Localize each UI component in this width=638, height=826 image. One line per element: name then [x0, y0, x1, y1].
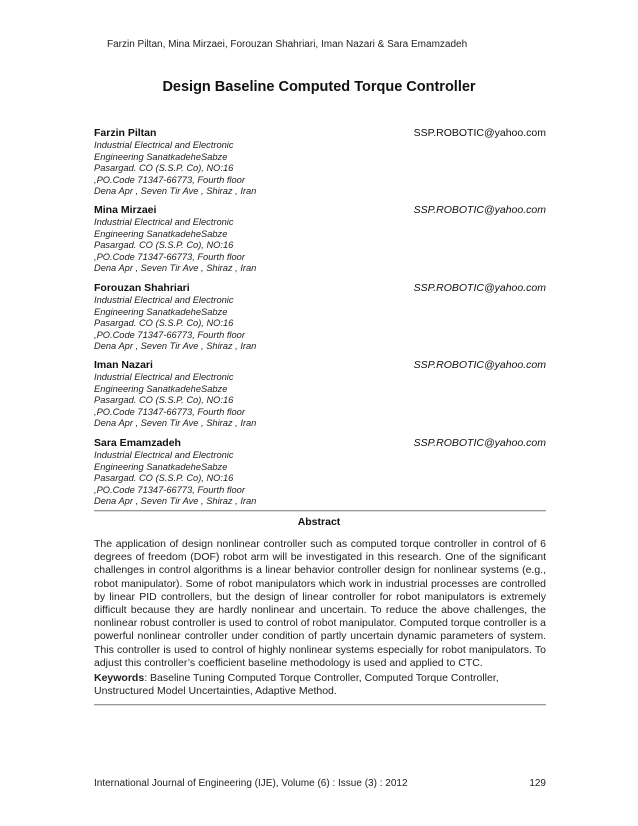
keywords-text: : Baseline Tuning Computed Torque Controller, Computed Torque Controller, Unstructured Model Uncertainties, Adaptive Method.: [94, 672, 499, 698]
author-affiliation-line: ,PO.Code 71347-66773, Fourth floor: [94, 329, 245, 340]
page-footer: [94, 778, 546, 789]
author-affiliation-line: Engineering SanatkadeheSabze: [94, 151, 228, 162]
author-affiliation-line: Pasargad. CO (S.S.P. Co), NO:16: [94, 318, 234, 329]
author-name: Farzin Piltan: [94, 127, 157, 139]
author-affiliation-line: Dena Apr , Seven Tir Ave , Shiraz , Iran: [94, 496, 257, 507]
running-head: Farzin Piltan, Mina Mirzaei, Forouzan Shahriari, Iman Nazari & Sara Emamzadeh: [107, 39, 468, 50]
author-affiliation-line: Pasargad. CO (S.S.P. Co), NO:16: [94, 163, 234, 174]
author-affiliation-line: Engineering SanatkadeheSabze: [94, 228, 228, 239]
author-affiliation-line: Industrial Electrical and Electronic: [94, 295, 234, 305]
author-affiliation-line: Pasargad. CO (S.S.P. Co), NO:16: [94, 240, 234, 251]
author-affiliation-line: Industrial Electrical and Electronic: [94, 450, 234, 460]
author-affiliation-line: Engineering SanatkadeheSabze: [94, 461, 228, 472]
author-affiliation-line: ,PO.Code 71347-66773, Fourth floor: [94, 174, 245, 185]
author-affiliation-line: Industrial Electrical and Electronic: [94, 217, 234, 227]
author-affiliation-line: Pasargad. CO (S.S.P. Co), NO:16: [94, 473, 234, 484]
author-email: SSP.ROBOTIC@yahoo.com: [413, 282, 546, 294]
author-affiliation-line: ,PO.Code 71347-66773, Fourth floor: [94, 484, 245, 495]
keywords: [94, 672, 546, 698]
author-affiliation-line: Industrial Electrical and Electronic: [94, 372, 234, 382]
author-affiliation-line: Dena Apr , Seven Tir Ave , Shiraz , Iran: [94, 341, 257, 352]
author-affiliation-line: Dena Apr , Seven Tir Ave , Shiraz , Iran: [94, 186, 257, 197]
author-affiliation-line: Dena Apr , Seven Tir Ave , Shiraz , Iran: [94, 418, 257, 429]
author-email: SSP.ROBOTIC@yahoo.com: [413, 359, 546, 371]
author-block: [94, 126, 546, 198]
author-affiliation-line: Dena Apr , Seven Tir Ave , Shiraz , Iran: [94, 263, 257, 274]
author-affiliation-line: Industrial Electrical and Electronic: [94, 140, 234, 150]
abstract-body: The application of design nonlinear controller such as computed torque controller in control of 6 degrees of freedom (DOF) robot arm will be investigated in this research. One of the significant challenges in control algorithms is a linear behavior controller design for nonlinear systems (e.g., robot manipulator). Some of robot manipulators which work in industrial processes are controlled by linear PID controllers, but the design of linear controller for robot manipulators is extremely difficult because they are hardly nonlinear and uncertain. To reduce the above challenges, the nonlinear robust controller is used to control of robot manipulator. Computed torque controller is a powerful nonlinear controller under condition of partly uncertain dynamic parameters of system. This controller is used to control of highly nonlinear systems especially for robot manipulators. To adjust this controller’s coefficient baseline methodology is used and applied to CTC.: [94, 538, 546, 669]
author-affiliation-line: ,PO.Code 71347-66773, Fourth floor: [94, 251, 245, 262]
author-name: Iman Nazari: [94, 359, 153, 371]
author-name: Forouzan Shahriari: [94, 282, 190, 294]
author-name: Mina Mirzaei: [94, 204, 157, 216]
author-block: [94, 436, 546, 508]
author-block: [94, 203, 546, 275]
author-email: SSP.ROBOTIC@yahoo.com: [413, 437, 546, 449]
author-affiliation-line: Pasargad. CO (S.S.P. Co), NO:16: [94, 395, 234, 406]
paper-title: Design Baseline Computed Torque Controller: [162, 79, 476, 95]
abstract-heading: Abstract: [297, 516, 341, 528]
top-divider: [94, 510, 546, 512]
keywords-label: Keywords: [94, 672, 145, 684]
page-number: 129: [529, 778, 546, 789]
author-affiliation-line: ,PO.Code 71347-66773, Fourth floor: [94, 406, 245, 417]
author-affiliation-line: Engineering SanatkadeheSabze: [94, 306, 228, 317]
author-block: [94, 358, 546, 430]
bottom-divider: [94, 704, 546, 706]
author-email: SSP.ROBOTIC@yahoo.com: [413, 204, 546, 216]
author-email: SSP.ROBOTIC@yahoo.com: [413, 127, 546, 139]
journal-citation: International Journal of Engineering (IJE), Volume (6) : Issue (3) : 2012: [94, 778, 408, 789]
author-block: [94, 281, 546, 353]
author-name: Sara Emamzadeh: [94, 437, 181, 449]
author-affiliation-line: Engineering SanatkadeheSabze: [94, 383, 228, 394]
